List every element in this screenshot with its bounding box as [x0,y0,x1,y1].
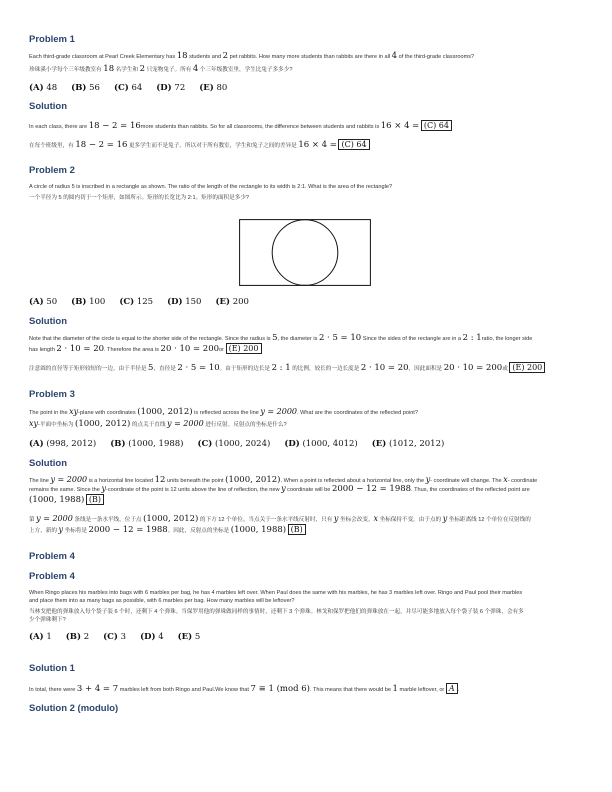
problem-2-text-zh: 一个半径为 5 的圆内切于一个矩形，如图所示。矩形的长宽比为 2:1。矩形的面积是多少? [29,195,250,201]
problem-1-heading: Problem 1 [29,34,75,45]
circle-shape [272,220,338,286]
problem-3-solution-en-line3: (1000, 1988) (B) [29,496,585,505]
answer-box: A [446,683,458,694]
problem-3-text-en: The point in the xy-plane with coordinates (1000, 2012) is reflected across the line y = 2000. What are the coordinates of the reflected point? [29,407,418,417]
problem-3-choices [29,439,444,449]
choice: (B) 2 [65,632,90,642]
problem-3-solution-en-line2: remains the same. Since the y-coordinate of the point is 12 units above the line of reflection, the new y coordinate will be 2000 − 12 = 1988. Thus, the coordinates of the reflected point are [29,484,530,494]
problem-1-solution-heading: Solution [29,101,67,112]
problem-1-solution-en: In each class, there are 18 − 2 = 16more students than rabbits. So for all classrooms, the difference between students and rabbits is 16 × 4 = (C) 64 [29,122,585,131]
choice: (E) 200 [215,297,249,307]
choice: (C) 3 [103,632,127,642]
problem-1-text-zh: 珍珠溪小学每个三年级教室有 18 名学生和 2 只宠物兔子。所有 4 个三年级教室里，学生比兔子多多少? [29,64,293,74]
choice: (E) (1012, 2012) [371,439,445,449]
choice: (C) 64 [113,83,143,93]
choice: (D) (1000, 4012) [284,439,358,449]
choice: (D) 72 [156,83,186,93]
problem-4-text-zh-line1: 当林戈把他的弹珠放入每个袋子装 6 个时，还剩下 4 个弹珠。当保罗用他的弹珠做同样的事情时，还剩下 3 个弹珠。林戈和保罗把他们的弹珠放在一起，并尽可能多地放入每个袋子装 6 个弹珠，会有多 [29,609,524,615]
choice: (A) 50 [29,297,58,307]
problem-3-text-zh: xy-平面中坐标为 (1000, 2012) 的点关于直线 y = 2000 进行反射。反射点的坐标是什么? [29,419,287,429]
rectangle-shape [240,220,371,286]
problem-4-text-en-line2: and place them into as many bags as possible, with 6 marbles per bag. How many marbles will be leftover? [29,598,295,604]
problem-4-heading: Problem 4 [29,571,75,582]
choice: (B) 56 [71,83,100,93]
problem-3-solution-zh-line2: 上方，新的 y 坐标将是 2000 − 12 = 1988。因此，反射点的坐标是 (1000, 1988) (B) [29,526,585,535]
answer-box: (B) [288,524,306,535]
problem-4-solution-2-heading: Solution 2 (modulo) [29,703,119,714]
answer-box: (B) [86,494,104,505]
circle-in-rectangle-figure [239,219,371,286]
problem-2-solution-en-line1: Note that the diameter of the circle is equal to the shorter side of the rectangle. Since the radius is 5, the diameter is 2 · 5 = 10 Since the sides of the rectangle are in a 2 : 1ratio, the longer side [29,333,533,343]
choice: (C) (1000, 2024) [197,439,271,449]
problem-3-solution-zh-line1: 第 y = 2000 条线是一条水平线，位于点 (1000, 2012) 的下方 12 个单位。当点关于一条水平线反射时，只有 y 坐标会改变。x 坐标保持不变。由于点的 y 坐标距离线 12 个单位在反射线的 [29,514,531,524]
answer-box: (C) 64 [421,120,452,131]
choice: (A) (998, 2012) [29,439,97,449]
choice: (E) 5 [177,632,201,642]
choice: (B) 100 [71,297,106,307]
problem-2-text-en: A circle of radius 5 is inscribed in a rectangle as shown. The ratio of the length of the rectangle to its width is 2:1. What is the area of the rectangle? [29,184,393,190]
answer-box: (C) 64 [338,139,369,150]
problem-1-solution-zh: 在每个班级里，有 18 − 2 = 16 更多学生而不是兔子。所以对于所有教室，学生和兔子之间的差异是 16 × 4 = (C) 64 [29,141,585,150]
problem-4-section-heading: Problem 4 [29,551,75,562]
problem-4-text-zh-line2: 少个弹珠剩下? [29,617,66,623]
problem-4-text-en-line1: When Ringo places his marbles into bags with 6 marbles per bag, he has 4 marbles left over. When Paul does the same with his marbles, he has 3 marbles left over. Ringo and Paul pool their marbles [29,590,523,596]
choice: (D) 4 [140,632,164,642]
problem-2-solution-zh: 注意圆的直径等于矩形较短的一边。由于半径是 5，直径是 2 · 5 = 10。由于矩形的边长是 2 : 1 的比例，较长的一边长度是 2 · 10 = 20，因此面积是 20 · 10 = 200或 (E) 200 [29,364,585,373]
choice: (A) 48 [29,83,58,93]
choice: (B) (1000, 1988) [110,439,184,449]
problem-1-text-en: Each third-grade classroom at Pearl Creek Elementary has 18 students and 2 pet rabbits. How many more students than rabbits are there in all 4 of the third-grade classrooms? [29,51,475,61]
problem-4-choices [29,632,200,642]
problem-4-solution-1-heading: Solution 1 [29,663,75,674]
problem-3-solution-heading: Solution [29,458,67,469]
answer-box: (E) 200 [509,362,545,373]
choice: (E) 80 [199,83,228,93]
answer-box: (E) 200 [226,343,262,354]
problem-2-solution-en-line2: has length 2 · 10 = 20. Therefore the area is 20 · 10 = 200or (E) 200 [29,345,585,354]
choice: (C) 125 [119,297,154,307]
choice: (A) 1 [29,632,52,642]
problem-2-heading: Problem 2 [29,165,75,176]
problem-4-solution-1-text: In total, there were 3 + 4 = 7 marbles left from both Ringo and Paul.We know that 7 ≡ 1 (mod 6). This means that there would be 1 marble leftover, or A . [29,684,460,694]
problem-3-heading: Problem 3 [29,389,75,400]
problem-3-solution-en-line1: The line y = 2000 is a horizontal line located 12 units beneath the point (1000, 2012). When a point is reflected about a horizontal line, only the y- coordinate will change. The x- coordinate [29,475,538,485]
problem-1-choices [29,83,227,93]
choice: (D) 150 [167,297,202,307]
problem-2-choices [29,297,249,307]
problem-2-solution-heading: Solution [29,316,67,327]
